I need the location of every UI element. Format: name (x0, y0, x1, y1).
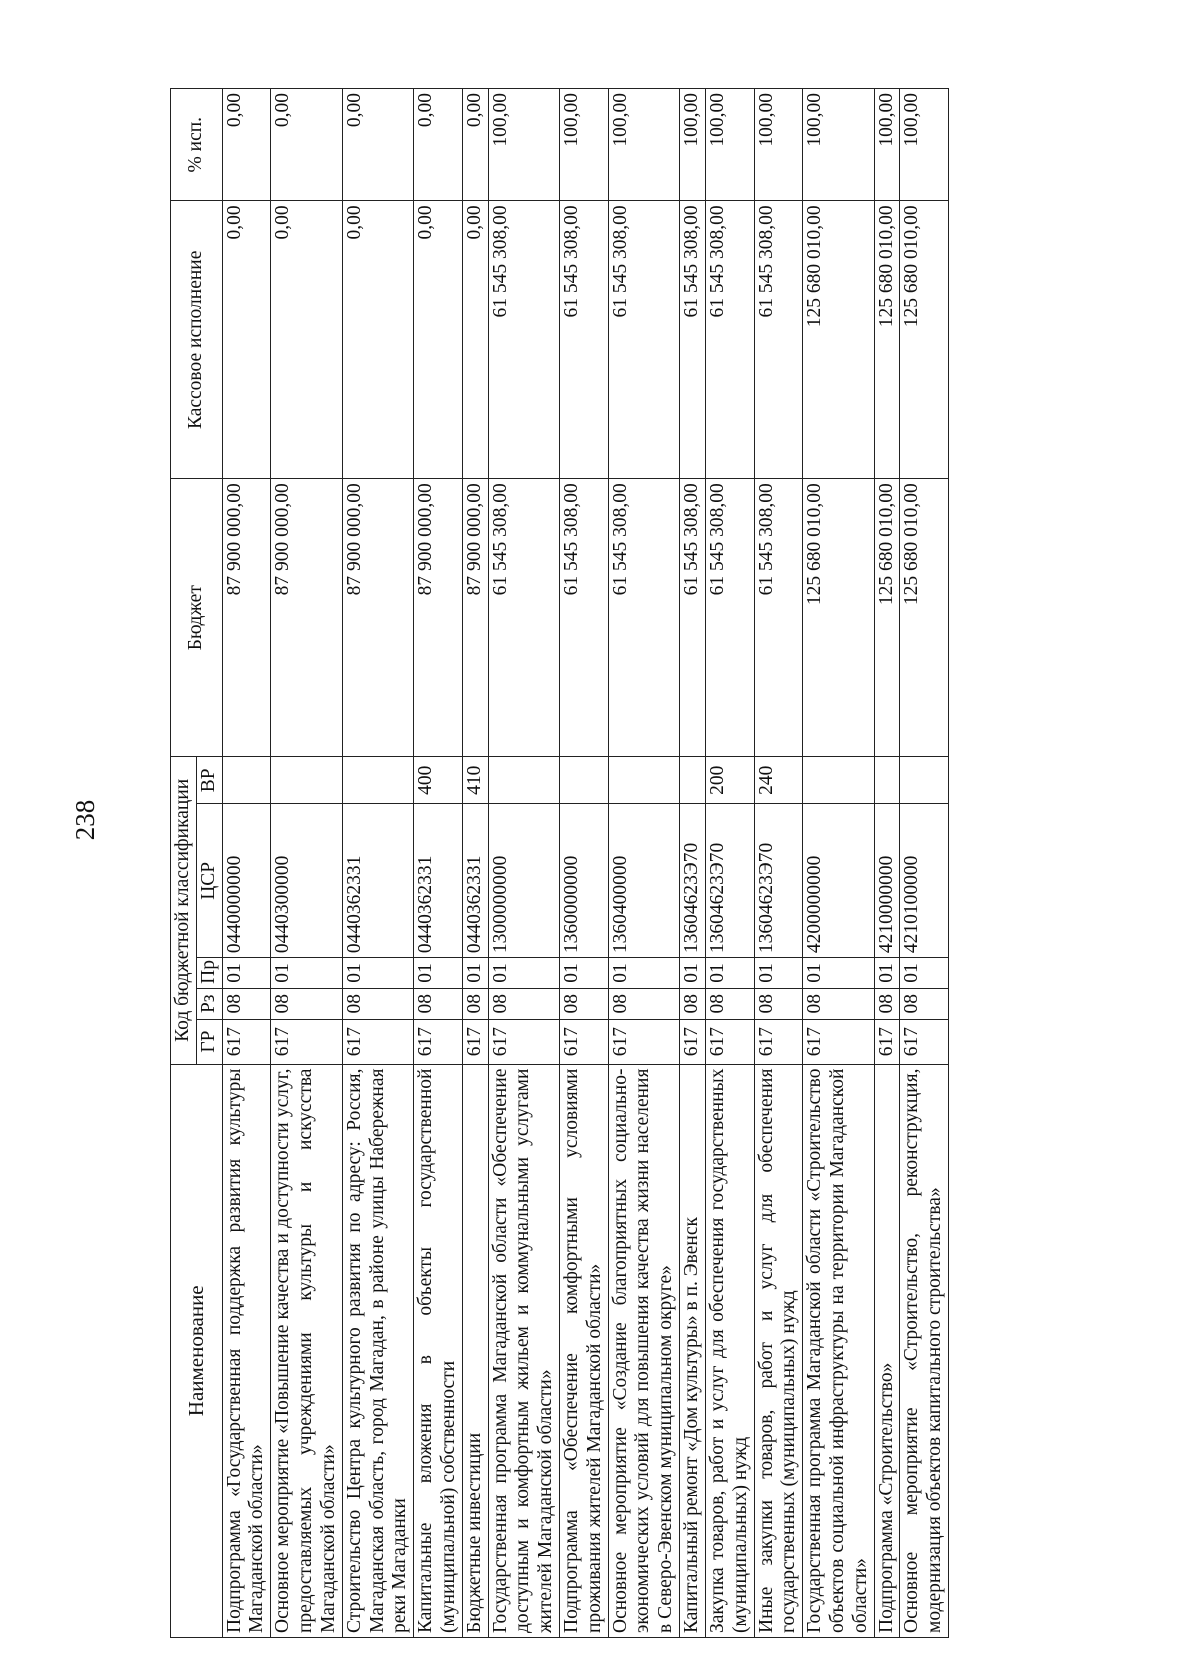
cell-cash: 125 680 010,00 (900, 201, 949, 479)
cell-budget: 87 900 000,00 (414, 479, 463, 757)
table-row (608, 89, 679, 1638)
cell-csr: 1360000000 (560, 804, 609, 958)
cell-percent: 0,00 (271, 89, 342, 201)
table-row (488, 89, 559, 1638)
cell-vr: 200 (705, 757, 754, 804)
cell-rz: 08 (874, 988, 900, 1019)
cell-cash: 0,00 (222, 201, 271, 479)
cell-vr (608, 757, 679, 804)
cell-vr (874, 757, 900, 804)
table-row (560, 89, 609, 1638)
header-cash: Кассовое исполнение (171, 201, 223, 479)
cell-percent: 100,00 (874, 89, 900, 201)
cell-budget: 61 545 308,00 (754, 479, 803, 757)
cell-rz: 08 (414, 988, 463, 1019)
cell-name: Капитальные вложения в объекты государственной (муниципальной) собственности (414, 1064, 463, 1637)
cell-gr: 617 (608, 1019, 679, 1064)
cell-csr: 0440300000 (271, 804, 342, 958)
cell-rz: 08 (803, 988, 874, 1019)
header-row-top (171, 89, 197, 1638)
cell-gr: 617 (414, 1019, 463, 1064)
cell-rz: 08 (488, 988, 559, 1019)
cell-budget: 61 545 308,00 (560, 479, 609, 757)
cell-rz: 08 (560, 988, 609, 1019)
cell-pr: 01 (608, 958, 679, 989)
cell-vr (560, 757, 609, 804)
table-row (342, 89, 413, 1638)
cell-percent: 100,00 (754, 89, 803, 201)
cell-budget: 125 680 010,00 (874, 479, 900, 757)
cell-pr: 01 (462, 958, 488, 989)
cell-pr: 01 (488, 958, 559, 989)
cell-csr: 1300000000 (488, 804, 559, 958)
cell-budget: 61 545 308,00 (705, 479, 754, 757)
cell-pr: 01 (900, 958, 949, 989)
header-percent: % исп. (171, 89, 223, 201)
cell-csr: 1360400000 (608, 804, 679, 958)
cell-csr: 0440362331 (342, 804, 413, 958)
cell-name: Подпрограмма «Обеспечение комфортными условиями проживания жителей Магаданской области» (560, 1064, 609, 1637)
cell-pr: 01 (414, 958, 463, 989)
cell-name: Подпрограмма «Государственная поддержка развития культуры Магаданской области» (222, 1064, 271, 1637)
cell-csr: 13604623Э70 (680, 804, 706, 958)
cell-percent: 0,00 (222, 89, 271, 201)
table-row (754, 89, 803, 1638)
cell-pr: 01 (560, 958, 609, 989)
table-row (680, 89, 706, 1638)
cell-gr: 617 (462, 1019, 488, 1064)
cell-budget: 61 545 308,00 (488, 479, 559, 757)
cell-percent: 0,00 (342, 89, 413, 201)
cell-gr: 617 (680, 1019, 706, 1064)
cell-name: Закупка товаров, работ и услуг для обеспечения государственных (муниципальных) нужд (705, 1064, 754, 1637)
cell-name: Капитальный ремонт «Дом культуры» в п. Эвенск (680, 1064, 706, 1637)
cell-rz: 08 (608, 988, 679, 1019)
cell-pr: 01 (222, 958, 271, 989)
cell-name: Подпрограмма «Строительство» (874, 1064, 900, 1637)
cell-vr (680, 757, 706, 804)
table-row (900, 89, 949, 1638)
cell-budget: 125 680 010,00 (900, 479, 949, 757)
cell-csr: 0440362331 (414, 804, 463, 958)
header-gr: ГР (196, 1019, 222, 1064)
cell-percent: 100,00 (488, 89, 559, 201)
cell-name: Основное мероприятие «Повышение качества и доступности услуг, предоставляемых учреждениями культуры и искусства Магаданской области» (271, 1064, 342, 1637)
header-vr: ВР (196, 757, 222, 804)
header-code-group: Код бюджетной классификации (171, 757, 197, 1064)
cell-cash: 125 680 010,00 (803, 201, 874, 479)
cell-cash: 61 545 308,00 (608, 201, 679, 479)
cell-rz: 08 (680, 988, 706, 1019)
header-rz: Рз (196, 988, 222, 1019)
cell-vr (488, 757, 559, 804)
cell-name: Государственная программа Магаданской области «Строительство объектов социальной инфраструктуры на территории Магаданской области» (803, 1064, 874, 1637)
header-budget: Бюджет (171, 479, 223, 757)
cell-cash: 0,00 (462, 201, 488, 479)
cell-csr: 4200000000 (803, 804, 874, 958)
cell-pr: 01 (680, 958, 706, 989)
table-row (874, 89, 900, 1638)
cell-percent: 0,00 (462, 89, 488, 201)
cell-vr (900, 757, 949, 804)
table-row (414, 89, 463, 1638)
cell-cash: 61 545 308,00 (680, 201, 706, 479)
cell-csr: 4210100000 (900, 804, 949, 958)
cell-percent: 100,00 (803, 89, 874, 201)
header-name: Наименование (171, 1064, 223, 1637)
cell-cash: 0,00 (414, 201, 463, 479)
cell-gr: 617 (900, 1019, 949, 1064)
cell-rz: 08 (222, 988, 271, 1019)
cell-budget: 87 900 000,00 (222, 479, 271, 757)
cell-gr: 617 (488, 1019, 559, 1064)
table-body (222, 89, 948, 1638)
cell-gr: 617 (705, 1019, 754, 1064)
cell-rz: 08 (462, 988, 488, 1019)
table-row (271, 89, 342, 1638)
table-row (705, 89, 754, 1638)
cell-name: Строительство Центра культурного развития по адресу: Россия, Магаданская область, город Магадан, в районе улицы Набережная реки Магаданки (342, 1064, 413, 1637)
cell-rz: 08 (900, 988, 949, 1019)
cell-rz: 08 (342, 988, 413, 1019)
cell-pr: 01 (803, 958, 874, 989)
cell-name: Основное мероприятие «Строительство, реконструкция, модернизация объектов капитального строительства» (900, 1064, 949, 1637)
cell-pr: 01 (874, 958, 900, 989)
cell-gr: 617 (342, 1019, 413, 1064)
cell-pr: 01 (271, 958, 342, 989)
cell-percent: 0,00 (414, 89, 463, 201)
cell-cash: 0,00 (342, 201, 413, 479)
cell-gr: 617 (754, 1019, 803, 1064)
cell-csr: 0440362331 (462, 804, 488, 958)
rotated-table-container (170, 88, 1050, 1638)
table-row (222, 89, 271, 1638)
cell-name: Бюджетные инвестиции (462, 1064, 488, 1637)
cell-rz: 08 (754, 988, 803, 1019)
cell-gr: 617 (874, 1019, 900, 1064)
cell-cash: 61 545 308,00 (754, 201, 803, 479)
header-csr: ЦСР (196, 804, 222, 958)
cell-pr: 01 (342, 958, 413, 989)
cell-vr (222, 757, 271, 804)
header-pr: Пр (196, 958, 222, 989)
cell-budget: 87 900 000,00 (462, 479, 488, 757)
cell-csr: 13604623Э70 (754, 804, 803, 958)
cell-cash: 125 680 010,00 (874, 201, 900, 479)
cell-vr (803, 757, 874, 804)
cell-name: Основное мероприятие «Создание благоприятных социально-экономических условий для повышения качества жизни населения в Северо-Эвенском муниципальном округе» (608, 1064, 679, 1637)
cell-vr: 410 (462, 757, 488, 804)
page-number: 238 (70, 799, 100, 841)
cell-budget: 125 680 010,00 (803, 479, 874, 757)
cell-name: Иные закупки товаров, работ и услуг для обеспечения государственных (муниципальных) нужд (754, 1064, 803, 1637)
cell-budget: 61 545 308,00 (680, 479, 706, 757)
cell-budget: 87 900 000,00 (342, 479, 413, 757)
cell-cash: 61 545 308,00 (488, 201, 559, 479)
cell-csr: 4210000000 (874, 804, 900, 958)
cell-rz: 08 (705, 988, 754, 1019)
cell-percent: 100,00 (608, 89, 679, 201)
cell-gr: 617 (222, 1019, 271, 1064)
cell-name: Государственная программа Магаданской области «Обеспечение доступным и комфортным жильем и коммунальными услугами жителей Магаданской области» (488, 1064, 559, 1637)
cell-pr: 01 (754, 958, 803, 989)
cell-percent: 100,00 (705, 89, 754, 201)
cell-vr: 240 (754, 757, 803, 804)
cell-gr: 617 (560, 1019, 609, 1064)
table-row (462, 89, 488, 1638)
cell-vr (271, 757, 342, 804)
cell-cash: 61 545 308,00 (705, 201, 754, 479)
cell-gr: 617 (271, 1019, 342, 1064)
cell-vr (342, 757, 413, 804)
cell-percent: 100,00 (900, 89, 949, 201)
budget-table (170, 88, 949, 1638)
cell-rz: 08 (271, 988, 342, 1019)
cell-percent: 100,00 (680, 89, 706, 201)
cell-cash: 61 545 308,00 (560, 201, 609, 479)
table-row (803, 89, 874, 1638)
cell-percent: 100,00 (560, 89, 609, 201)
cell-cash: 0,00 (271, 201, 342, 479)
cell-vr: 400 (414, 757, 463, 804)
cell-csr: 13604623Э70 (705, 804, 754, 958)
cell-gr: 617 (803, 1019, 874, 1064)
cell-csr: 0440000000 (222, 804, 271, 958)
cell-budget: 61 545 308,00 (608, 479, 679, 757)
cell-pr: 01 (705, 958, 754, 989)
cell-budget: 87 900 000,00 (271, 479, 342, 757)
